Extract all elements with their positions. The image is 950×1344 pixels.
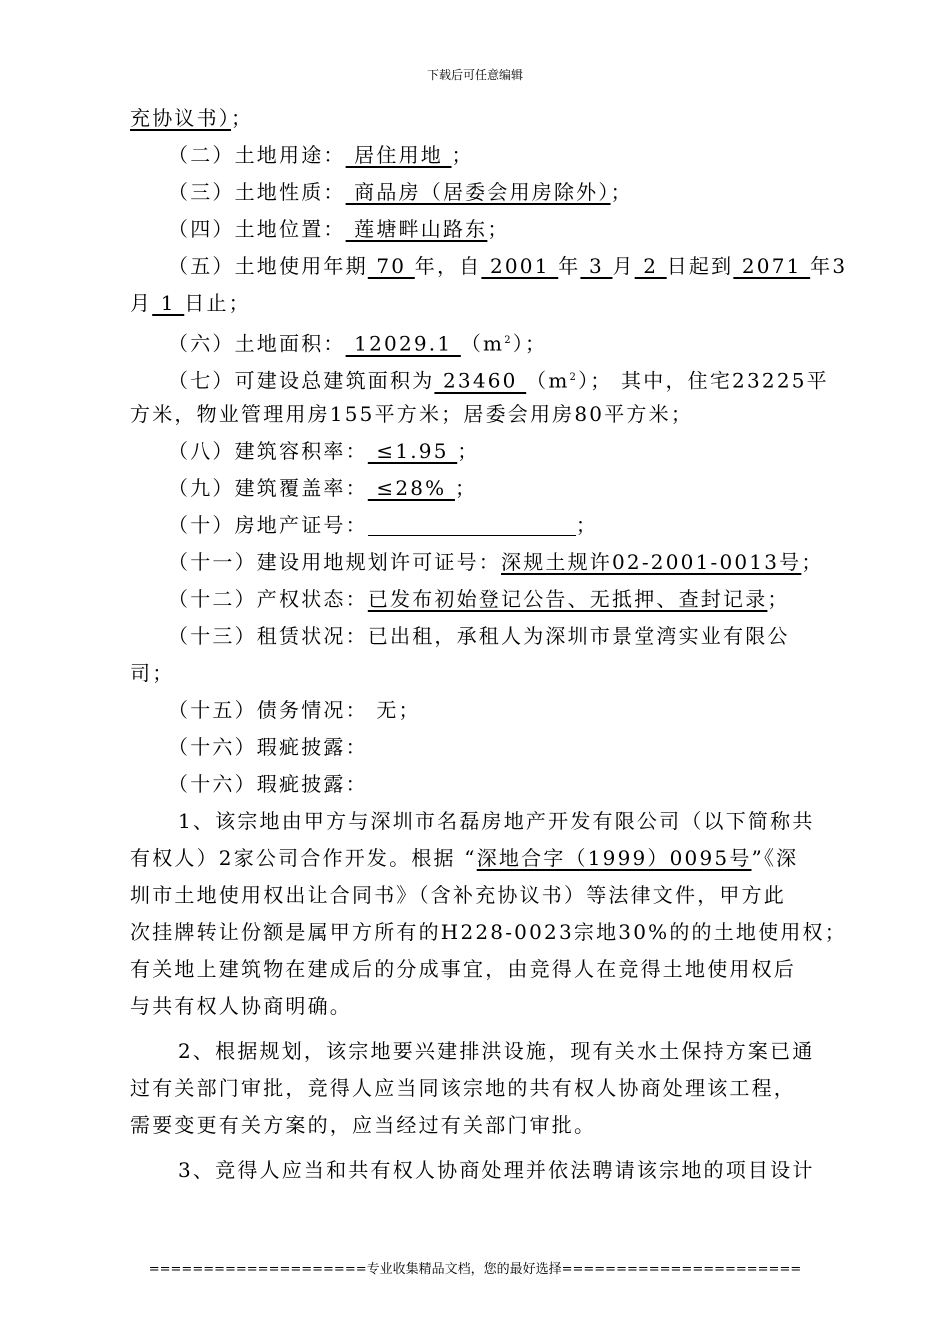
paragraph-line: 过有关部门审批，竞得人应当同该宗地的共有权人协商处理该工程， [130, 1076, 796, 1100]
land-area-line: （六）土地面积： 12029.1 $(m^2)$； [168, 331, 548, 356]
text-line: 方米，物业管理用房155平方米；居委会用房80平方米； [130, 402, 694, 426]
property-status-line: （十二）产权状态：已发布初始登记公告、无抵押、查封记录； [168, 587, 790, 611]
building-area-line: （七）可建设总建筑面积为 23460 $(m^2)$； 其中，住宅23225平 [168, 368, 829, 393]
defect-line: （十六）瑕疵披露： [168, 735, 368, 759]
text-line: 充协议书）； [130, 106, 254, 130]
paragraph-line: 与共有权人协商明确。 [130, 994, 352, 1018]
paragraph-line: 2、根据规划，该宗地要兴建排洪设施，现有关水土保持方案已通 [178, 1039, 815, 1063]
paragraph-line: 3、竞得人应当和共有权人协商处理并依法聘请该宗地的项目设计 [178, 1158, 815, 1182]
planning-permit-line: （十一）建设用地规划许可证号：深规土规许02-2001-0013号； [168, 550, 824, 574]
plot-ratio-line: （八）建筑容积率： ≤1.95 ； [168, 439, 480, 463]
paragraph-line: 1、该宗地由甲方与深圳市名磊房地产开发有限公司（以下简称共 [178, 809, 815, 833]
defect-line: （十六）瑕疵披露： [168, 772, 368, 796]
certificate-line: （十）房地产证号： ； [168, 513, 599, 537]
lease-line: （十三）租赁状况：已出租，承租人为深圳市景堂湾实业有限公 [168, 624, 790, 648]
land-term-line-cont: 月 1 日止； [130, 291, 251, 315]
page-header: 下载后可任意编辑 [426, 68, 523, 82]
debt-line: （十五）债务情况： 无； [168, 698, 421, 722]
paragraph-line: 需要变更有关方案的，应当经过有关部门审批。 [130, 1113, 597, 1137]
land-use-line: （二）土地用途： 居住用地 ； [168, 143, 474, 167]
land-term-line: （五）土地使用年期 70 年，自 2001 年 3 月 2 日起到 2071 年3 [168, 254, 848, 278]
text-line: 司； [130, 661, 175, 685]
paragraph-line: 有权人）2家公司合作开发。根据 “深地合字（1999）0095号”《深 [130, 846, 799, 870]
land-nature-line: （三）土地性质： 商品房（居委会用房除外）； [168, 180, 633, 204]
land-location-line: （四）土地位置： 莲塘畔山路东； [168, 217, 510, 241]
document-body [130, 100, 848, 1189]
blank-underline [368, 513, 576, 536]
paragraph-line: 有关地上建筑物在建成后的分成事宜，由竞得人在竞得土地使用权后 [130, 957, 796, 981]
paragraph-line: 次挂牌转让份额是属甲方所有的H228-0023宗地30%的的土地使用权； [130, 920, 847, 944]
coverage-line: （九）建筑覆盖率： ≤28% ； [168, 476, 478, 500]
page-footer: ====================专业收集精品文档，您的最好选择====================== [148, 1262, 802, 1277]
paragraph-line: 圳市土地使用权出让合同书》（含补充协议书）等法律文件，甲方此 [130, 883, 786, 907]
